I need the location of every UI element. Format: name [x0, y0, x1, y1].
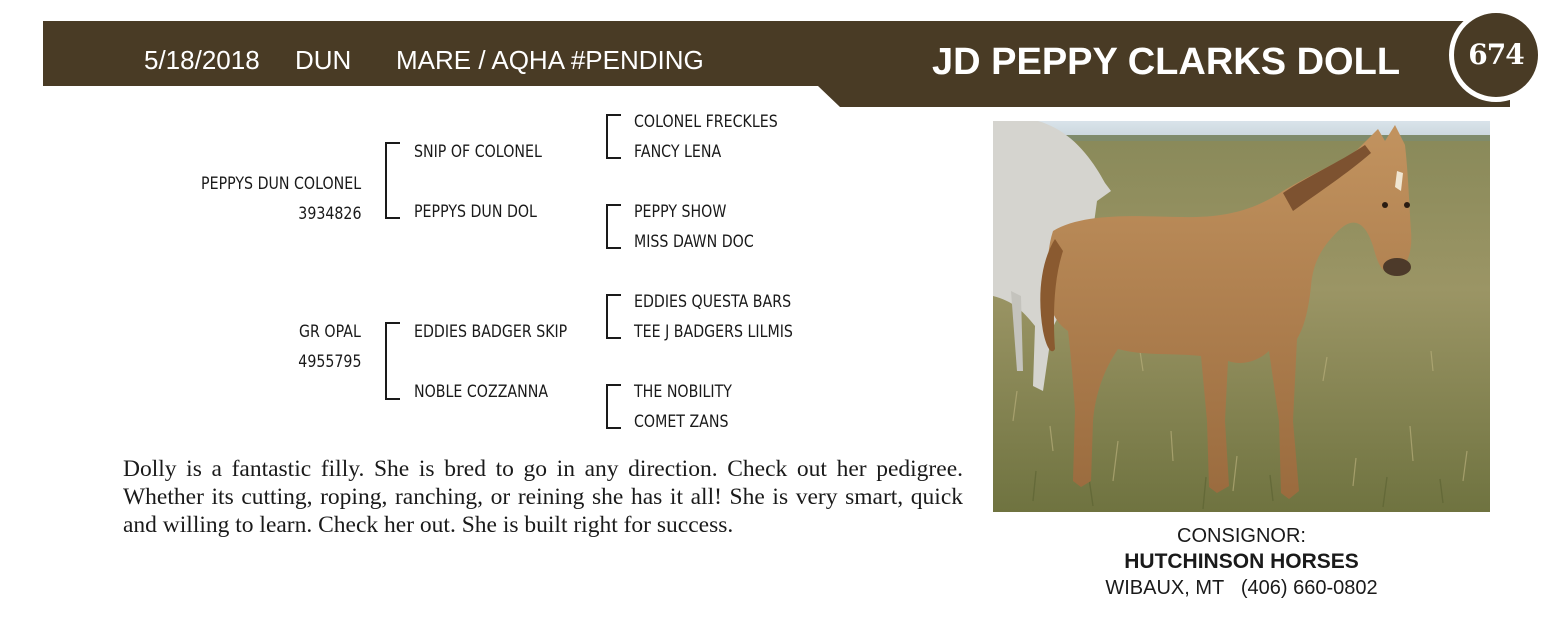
ss-dam: FANCY LENA	[634, 142, 722, 161]
foal-date: 5/18/2018	[144, 45, 260, 75]
sire-sire: SNIP OF COLONEL	[414, 142, 542, 161]
lot-badge	[1449, 8, 1543, 102]
dam-registration: 4955795	[297, 352, 361, 371]
ds-sire: EDDIES QUESTA BARS	[634, 292, 792, 311]
header-tab	[818, 86, 1510, 107]
ss-sire: COLONEL FRECKLES	[634, 112, 778, 131]
sd-bracket	[606, 204, 621, 249]
sd-sire: PEPPY SHOW	[634, 202, 727, 221]
consignor-location: WIBAUX, MT	[1105, 577, 1225, 599]
sex-registry: MARE / AQHA #PENDING	[396, 45, 704, 75]
dam-dam: NOBLE COZZANNA	[414, 382, 549, 401]
sd-dam: MISS DAWN DOC	[634, 232, 754, 251]
sire-dam: PEPPYS DUN DOL	[414, 202, 537, 221]
dd-dam: COMET ZANS	[634, 412, 729, 431]
ds-bracket	[606, 294, 621, 339]
dam-bracket	[385, 322, 400, 400]
lot-number: 674	[1468, 38, 1524, 71]
consignor-name: HUTCHINSON HORSES	[1124, 550, 1359, 573]
horse-name: JD PEPPY CLARKS DOLL	[932, 41, 1401, 83]
dam-name: GR OPAL	[299, 322, 361, 341]
sire-registration: 3934826	[297, 204, 361, 223]
ds-dam: TEE J BADGERS LILMIS	[634, 322, 793, 341]
dam-sire: EDDIES BADGER SKIP	[414, 322, 568, 341]
dd-sire: THE NOBILITY	[634, 382, 732, 401]
ss-bracket	[606, 114, 621, 159]
horse-color: DUN	[295, 45, 352, 75]
horse-description: Dolly is a fantastic filly. She is bred to go in any direction. Check out her pedigree. Whether its cutting, roping, ranching, or reining she has it all! She is very smart, quick and willing to learn. Check her out. She is built right for success.	[123, 456, 963, 538]
consignor-contact	[993, 576, 1490, 600]
consignor-label: CONSIGNOR:	[1177, 525, 1306, 547]
sire-name: PEPPYS DUN COLONEL	[200, 174, 361, 193]
horse-photo	[993, 121, 1490, 512]
dd-bracket	[606, 384, 621, 429]
sire-bracket	[385, 142, 400, 219]
consignor-phone: (406) 660-0802	[1240, 577, 1378, 599]
